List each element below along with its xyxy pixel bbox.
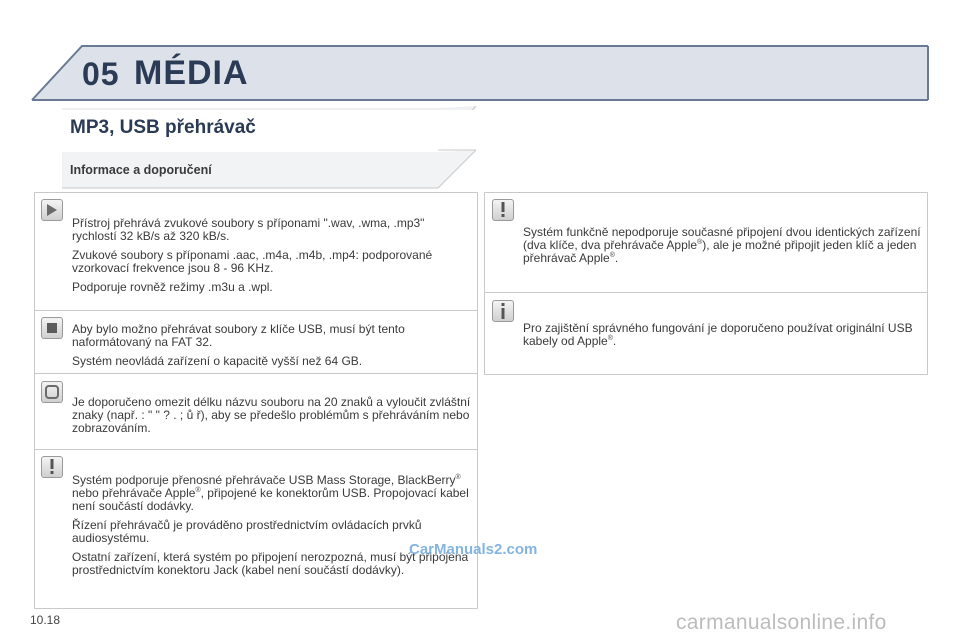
registered-mark: ® — [195, 487, 201, 494]
watermark-footer: carmanualsonline.info — [676, 611, 887, 634]
paragraph — [523, 226, 921, 265]
chapter-number: 05 — [82, 56, 120, 92]
left-block-4 — [72, 474, 472, 583]
text-span: Systém podporuje přenosné přehrávače USB Mass Storage, BlackBerry — [72, 473, 456, 487]
paragraph: Je doporučeno omezit délku názvu souboru na 20 znaků a vyloučit zvláštní znaky (např. : " " ? . ; ů ř), aby se předešlo problémům s přehráváním nebo zobrazováním. — [72, 395, 471, 435]
page-number: 10.18 — [30, 613, 61, 627]
info-icon — [492, 300, 514, 322]
paragraph: Systém neovládá zařízení o kapacitě vyšší než 64 GB. — [72, 354, 363, 368]
exclamation-icon — [492, 199, 514, 221]
left-block-3 — [72, 396, 472, 441]
text-span: , připojené ke konektorům USB. Propojovací kabel není součástí dodávky. — [72, 486, 469, 513]
divider — [484, 292, 928, 293]
paragraph: Přístroj přehrává zvukové soubory s příponami ".wav, .wma, .mp3" rychlostí 32 kB/s až 320 kB/s. — [72, 216, 425, 243]
watermark-center: CarManuals2.com — [409, 541, 538, 558]
registered-mark: ® — [697, 239, 703, 246]
text-span: nebo přehrávače Apple — [72, 486, 196, 500]
registered-mark: ® — [455, 474, 461, 481]
text-span: ), ale je možné připojit jeden klíč a jeden přehrávač Apple — [523, 238, 917, 265]
text-span: . — [614, 251, 619, 265]
paragraph: Podporuje rovněž režimy .m3u a .wpl. — [72, 280, 273, 294]
text-span: Pro zajištění správného fungování je doporučeno používat originální USB kabely od Apple — [523, 321, 913, 348]
square-stop-icon — [41, 317, 63, 339]
divider — [34, 310, 478, 311]
section-title: MP3, USB přehrávač — [70, 117, 256, 138]
registered-mark: ® — [609, 252, 615, 259]
paragraph — [72, 474, 472, 513]
paragraph — [523, 322, 921, 348]
chapter-title: MÉDIA — [134, 54, 249, 92]
left-block-1 — [72, 217, 472, 300]
paragraph: Aby bylo možno přehrávat soubory z klíče USB, musí být tento naformátovaný na FAT 32. — [72, 322, 405, 349]
exclamation-icon — [41, 456, 63, 478]
rounded-square-icon — [41, 381, 63, 403]
subsection-title: Informace a doporučení — [70, 163, 212, 177]
divider — [34, 449, 478, 450]
play-arrow-icon — [41, 199, 63, 221]
registered-mark: ® — [607, 335, 613, 342]
text-span: . — [612, 334, 617, 348]
text-span: Systém funkčně nepodporuje současné připojení dvou identických zařízení (dva klíče, dva přehrávače Apple — [523, 225, 921, 252]
paragraph: Řízení přehrávačů je prováděno prostřednictvím ovládacích prvků audiosystému. — [72, 518, 422, 545]
paragraph: Zvukové soubory s příponami .aac, .m4a, .m4b, .mp4: podporované vzorkovací frekvence jsou 8 - 96 KHz. — [72, 248, 433, 275]
right-block-2 — [523, 322, 921, 354]
paragraph: Ostatní zařízení, která systém po připojení nerozpozná, musí být připojena prostřednictvím konektoru Jack (kabel není součástí dodávky). — [72, 550, 469, 577]
left-block-2 — [72, 323, 472, 374]
right-block-1 — [523, 226, 921, 271]
